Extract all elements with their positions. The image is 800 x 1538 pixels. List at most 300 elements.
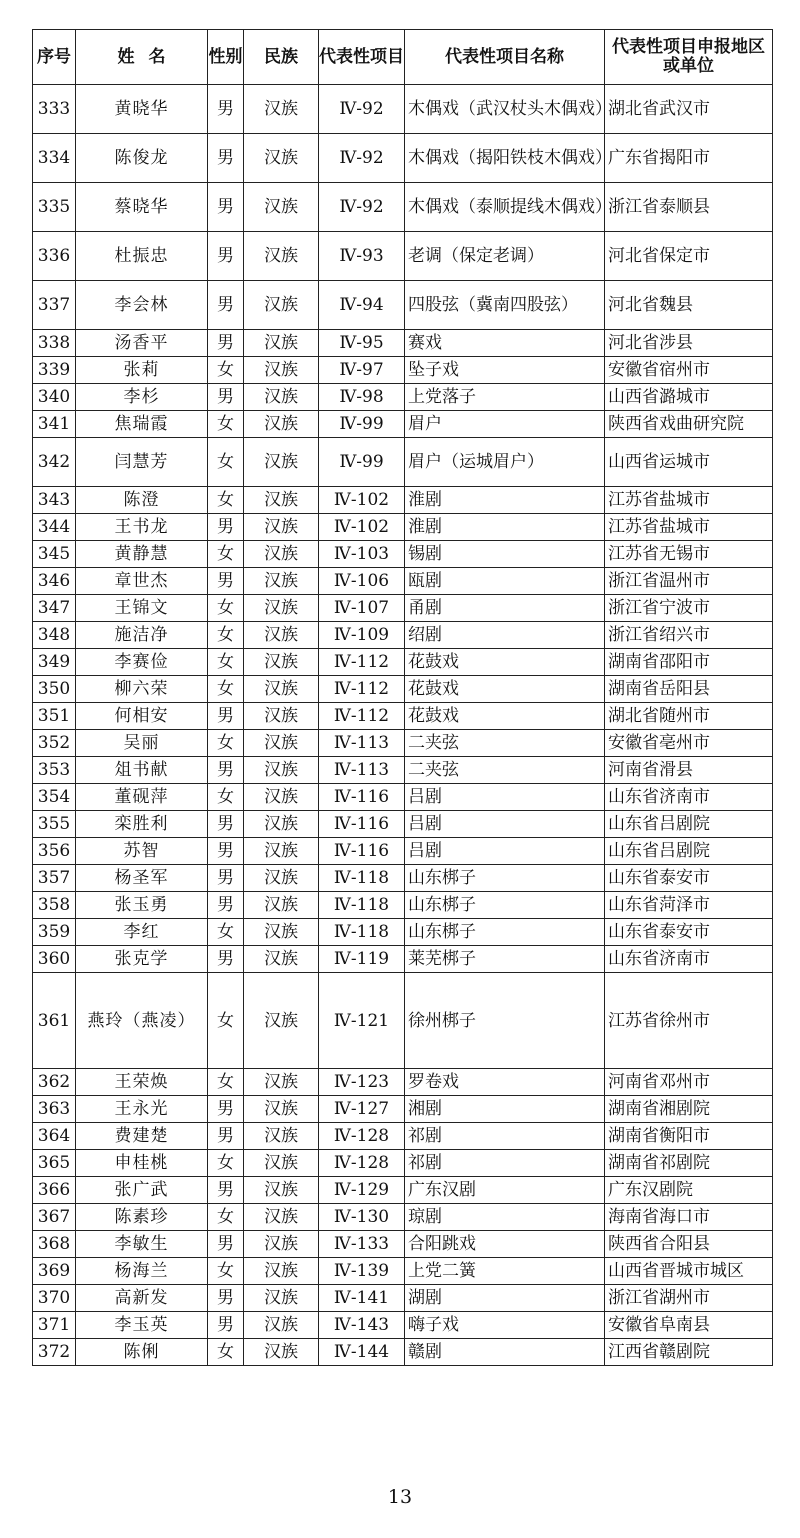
project-name-cell: 山东梆子 bbox=[405, 919, 605, 946]
region-cell: 湖北省武汉市 bbox=[605, 85, 773, 134]
table-row bbox=[33, 595, 773, 622]
ethnicity-cell: 汉族 bbox=[244, 1177, 319, 1204]
name-cell: 李玉英 bbox=[76, 1312, 208, 1339]
gender-cell: 男 bbox=[208, 865, 244, 892]
project-name-cell: 湘剧 bbox=[405, 1096, 605, 1123]
table-row bbox=[33, 649, 773, 676]
region-cell: 湖北省随州市 bbox=[605, 703, 773, 730]
seq-cell: 361 bbox=[33, 973, 76, 1069]
ethnicity-cell: 汉族 bbox=[244, 487, 319, 514]
project-code-cell: Ⅳ-109 bbox=[319, 622, 405, 649]
project-code-cell: Ⅳ-128 bbox=[319, 1123, 405, 1150]
ethnicity-cell: 汉族 bbox=[244, 865, 319, 892]
table-row bbox=[33, 357, 773, 384]
header-seq: 序号 bbox=[33, 30, 76, 85]
seq-cell: 357 bbox=[33, 865, 76, 892]
table-row bbox=[33, 1339, 773, 1366]
table-row bbox=[33, 865, 773, 892]
project-name-cell: 山东梆子 bbox=[405, 892, 605, 919]
project-name-cell: 二夹弦 bbox=[405, 757, 605, 784]
region-cell: 陕西省戏曲研究院 bbox=[605, 411, 773, 438]
table-row bbox=[33, 811, 773, 838]
name-cell: 王锦文 bbox=[76, 595, 208, 622]
name-cell: 张克学 bbox=[76, 946, 208, 973]
ethnicity-cell: 汉族 bbox=[244, 232, 319, 281]
ethnicity-cell: 汉族 bbox=[244, 946, 319, 973]
name-cell: 李敏生 bbox=[76, 1231, 208, 1258]
ethnicity-cell: 汉族 bbox=[244, 330, 319, 357]
project-name-cell: 山东梆子 bbox=[405, 865, 605, 892]
seq-cell: 335 bbox=[33, 183, 76, 232]
seq-cell: 356 bbox=[33, 838, 76, 865]
region-cell: 湖南省邵阳市 bbox=[605, 649, 773, 676]
name-cell: 陈澄 bbox=[76, 487, 208, 514]
table-row bbox=[33, 1258, 773, 1285]
header-ethnicity: 民族 bbox=[244, 30, 319, 85]
seq-cell: 354 bbox=[33, 784, 76, 811]
name-cell: 陈素珍 bbox=[76, 1204, 208, 1231]
name-cell: 董砚萍 bbox=[76, 784, 208, 811]
project-name-cell: 罗卷戏 bbox=[405, 1069, 605, 1096]
gender-cell: 女 bbox=[208, 357, 244, 384]
ethnicity-cell: 汉族 bbox=[244, 281, 319, 330]
project-name-cell: 二夹弦 bbox=[405, 730, 605, 757]
seq-cell: 348 bbox=[33, 622, 76, 649]
table-row bbox=[33, 541, 773, 568]
project-code-cell: Ⅳ-107 bbox=[319, 595, 405, 622]
ethnicity-cell: 汉族 bbox=[244, 649, 319, 676]
project-name-cell: 赣剧 bbox=[405, 1339, 605, 1366]
seq-cell: 351 bbox=[33, 703, 76, 730]
project-code-cell: Ⅳ-127 bbox=[319, 1096, 405, 1123]
gender-cell: 女 bbox=[208, 541, 244, 568]
gender-cell: 男 bbox=[208, 232, 244, 281]
seq-cell: 363 bbox=[33, 1096, 76, 1123]
seq-cell: 355 bbox=[33, 811, 76, 838]
project-code-cell: Ⅳ-102 bbox=[319, 487, 405, 514]
region-cell: 陕西省合阳县 bbox=[605, 1231, 773, 1258]
name-cell: 栾胜利 bbox=[76, 811, 208, 838]
region-cell: 山东省吕剧院 bbox=[605, 811, 773, 838]
project-name-cell: 木偶戏（武汉杖头木偶戏） bbox=[405, 85, 605, 134]
gender-cell: 女 bbox=[208, 1204, 244, 1231]
table-row bbox=[33, 411, 773, 438]
name-cell: 吴丽 bbox=[76, 730, 208, 757]
region-cell: 河北省涉县 bbox=[605, 330, 773, 357]
seq-cell: 359 bbox=[33, 919, 76, 946]
seq-cell: 345 bbox=[33, 541, 76, 568]
ethnicity-cell: 汉族 bbox=[244, 892, 319, 919]
region-cell: 安徽省亳州市 bbox=[605, 730, 773, 757]
project-name-cell: 木偶戏（泰顺提线木偶戏） bbox=[405, 183, 605, 232]
gender-cell: 男 bbox=[208, 1285, 244, 1312]
table-row bbox=[33, 892, 773, 919]
project-code-cell: Ⅳ-144 bbox=[319, 1339, 405, 1366]
name-cell: 黄静慧 bbox=[76, 541, 208, 568]
ethnicity-cell: 汉族 bbox=[244, 1150, 319, 1177]
project-code-cell: Ⅳ-133 bbox=[319, 1231, 405, 1258]
gender-cell: 女 bbox=[208, 438, 244, 487]
region-cell: 河南省滑县 bbox=[605, 757, 773, 784]
gender-cell: 女 bbox=[208, 676, 244, 703]
project-name-cell: 淮剧 bbox=[405, 487, 605, 514]
name-cell: 王荣焕 bbox=[76, 1069, 208, 1096]
region-cell: 浙江省绍兴市 bbox=[605, 622, 773, 649]
region-cell: 海南省海口市 bbox=[605, 1204, 773, 1231]
ethnicity-cell: 汉族 bbox=[244, 411, 319, 438]
table-row bbox=[33, 1177, 773, 1204]
ethnicity-cell: 汉族 bbox=[244, 183, 319, 232]
ethnicity-cell: 汉族 bbox=[244, 134, 319, 183]
name-cell: 俎书献 bbox=[76, 757, 208, 784]
table-row bbox=[33, 85, 773, 134]
name-cell: 燕玲（燕凌） bbox=[76, 973, 208, 1069]
table-row bbox=[33, 514, 773, 541]
gender-cell: 女 bbox=[208, 1150, 244, 1177]
seq-cell: 334 bbox=[33, 134, 76, 183]
project-code-cell: Ⅳ-116 bbox=[319, 838, 405, 865]
table-row bbox=[33, 757, 773, 784]
seq-cell: 353 bbox=[33, 757, 76, 784]
ethnicity-cell: 汉族 bbox=[244, 1123, 319, 1150]
region-cell: 安徽省阜南县 bbox=[605, 1312, 773, 1339]
ethnicity-cell: 汉族 bbox=[244, 784, 319, 811]
project-name-cell: 吕剧 bbox=[405, 811, 605, 838]
table-row bbox=[33, 232, 773, 281]
project-code-cell: Ⅳ-112 bbox=[319, 703, 405, 730]
name-cell: 李赛俭 bbox=[76, 649, 208, 676]
gender-cell: 男 bbox=[208, 838, 244, 865]
region-cell: 山西省晋城市城区 bbox=[605, 1258, 773, 1285]
name-cell: 李会林 bbox=[76, 281, 208, 330]
seq-cell: 371 bbox=[33, 1312, 76, 1339]
gender-cell: 男 bbox=[208, 183, 244, 232]
region-cell: 山东省吕剧院 bbox=[605, 838, 773, 865]
gender-cell: 男 bbox=[208, 1096, 244, 1123]
name-cell: 李杉 bbox=[76, 384, 208, 411]
seq-cell: 372 bbox=[33, 1339, 76, 1366]
region-cell: 河北省魏县 bbox=[605, 281, 773, 330]
ethnicity-cell: 汉族 bbox=[244, 757, 319, 784]
table-row bbox=[33, 281, 773, 330]
seq-cell: 369 bbox=[33, 1258, 76, 1285]
region-cell: 河南省邓州市 bbox=[605, 1069, 773, 1096]
project-name-cell: 四股弦（冀南四股弦） bbox=[405, 281, 605, 330]
seq-cell: 368 bbox=[33, 1231, 76, 1258]
name-cell: 张玉勇 bbox=[76, 892, 208, 919]
project-code-cell: Ⅳ-97 bbox=[319, 357, 405, 384]
table-body bbox=[33, 85, 773, 1366]
name-cell: 李红 bbox=[76, 919, 208, 946]
ethnicity-cell: 汉族 bbox=[244, 384, 319, 411]
gender-cell: 女 bbox=[208, 919, 244, 946]
project-code-cell: Ⅳ-94 bbox=[319, 281, 405, 330]
table-row bbox=[33, 730, 773, 757]
project-code-cell: Ⅳ-92 bbox=[319, 183, 405, 232]
project-code-cell: Ⅳ-139 bbox=[319, 1258, 405, 1285]
gender-cell: 男 bbox=[208, 85, 244, 134]
gender-cell: 男 bbox=[208, 703, 244, 730]
name-cell: 张广武 bbox=[76, 1177, 208, 1204]
ethnicity-cell: 汉族 bbox=[244, 357, 319, 384]
seq-cell: 343 bbox=[33, 487, 76, 514]
region-cell: 江西省赣剧院 bbox=[605, 1339, 773, 1366]
ethnicity-cell: 汉族 bbox=[244, 1231, 319, 1258]
ethnicity-cell: 汉族 bbox=[244, 919, 319, 946]
seq-cell: 344 bbox=[33, 514, 76, 541]
gender-cell: 男 bbox=[208, 568, 244, 595]
region-cell: 浙江省湖州市 bbox=[605, 1285, 773, 1312]
name-cell: 汤香平 bbox=[76, 330, 208, 357]
name-cell: 陈俊龙 bbox=[76, 134, 208, 183]
seq-cell: 350 bbox=[33, 676, 76, 703]
gender-cell: 男 bbox=[208, 811, 244, 838]
project-code-cell: Ⅳ-95 bbox=[319, 330, 405, 357]
seq-cell: 346 bbox=[33, 568, 76, 595]
region-cell: 湖南省岳阳县 bbox=[605, 676, 773, 703]
table-row bbox=[33, 946, 773, 973]
name-cell: 何相安 bbox=[76, 703, 208, 730]
seq-cell: 366 bbox=[33, 1177, 76, 1204]
project-code-cell: Ⅳ-119 bbox=[319, 946, 405, 973]
table-row bbox=[33, 384, 773, 411]
project-code-cell: Ⅳ-121 bbox=[319, 973, 405, 1069]
ethnicity-cell: 汉族 bbox=[244, 85, 319, 134]
ethnicity-cell: 汉族 bbox=[244, 676, 319, 703]
name-cell: 陈俐 bbox=[76, 1339, 208, 1366]
gender-cell: 男 bbox=[208, 134, 244, 183]
region-cell: 湖南省湘剧院 bbox=[605, 1096, 773, 1123]
project-name-cell: 徐州梆子 bbox=[405, 973, 605, 1069]
project-code-cell: Ⅳ-113 bbox=[319, 757, 405, 784]
gender-cell: 女 bbox=[208, 487, 244, 514]
seq-cell: 358 bbox=[33, 892, 76, 919]
project-name-cell: 淮剧 bbox=[405, 514, 605, 541]
project-name-cell: 花鼓戏 bbox=[405, 649, 605, 676]
table-row bbox=[33, 330, 773, 357]
region-cell: 江苏省无锡市 bbox=[605, 541, 773, 568]
table-row bbox=[33, 784, 773, 811]
project-code-cell: Ⅳ-93 bbox=[319, 232, 405, 281]
region-cell: 山东省泰安市 bbox=[605, 865, 773, 892]
name-cell: 章世杰 bbox=[76, 568, 208, 595]
table-row bbox=[33, 1123, 773, 1150]
project-name-cell: 花鼓戏 bbox=[405, 703, 605, 730]
name-cell: 黄晓华 bbox=[76, 85, 208, 134]
ethnicity-cell: 汉族 bbox=[244, 1285, 319, 1312]
table-row bbox=[33, 134, 773, 183]
table-row bbox=[33, 1069, 773, 1096]
project-name-cell: 甬剧 bbox=[405, 595, 605, 622]
project-code-cell: Ⅳ-112 bbox=[319, 649, 405, 676]
project-code-cell: Ⅳ-102 bbox=[319, 514, 405, 541]
project-name-cell: 眉户 bbox=[405, 411, 605, 438]
ethnicity-cell: 汉族 bbox=[244, 1312, 319, 1339]
project-code-cell: Ⅳ-118 bbox=[319, 892, 405, 919]
seq-cell: 365 bbox=[33, 1150, 76, 1177]
name-cell: 闫慧芳 bbox=[76, 438, 208, 487]
name-cell: 高新发 bbox=[76, 1285, 208, 1312]
gender-cell: 女 bbox=[208, 1069, 244, 1096]
header-name: 姓名 bbox=[76, 30, 208, 85]
seq-cell: 370 bbox=[33, 1285, 76, 1312]
ethnicity-cell: 汉族 bbox=[244, 438, 319, 487]
project-code-cell: Ⅳ-128 bbox=[319, 1150, 405, 1177]
table-row bbox=[33, 183, 773, 232]
name-cell: 柳六荣 bbox=[76, 676, 208, 703]
seq-cell: 336 bbox=[33, 232, 76, 281]
seq-cell: 349 bbox=[33, 649, 76, 676]
ethnicity-cell: 汉族 bbox=[244, 541, 319, 568]
gender-cell: 男 bbox=[208, 946, 244, 973]
table-row bbox=[33, 1204, 773, 1231]
page-number: 13 bbox=[387, 1486, 413, 1508]
table-row bbox=[33, 1312, 773, 1339]
gender-cell: 男 bbox=[208, 330, 244, 357]
project-code-cell: Ⅳ-118 bbox=[319, 919, 405, 946]
ethnicity-cell: 汉族 bbox=[244, 703, 319, 730]
gender-cell: 女 bbox=[208, 973, 244, 1069]
region-cell: 山西省潞城市 bbox=[605, 384, 773, 411]
gender-cell: 男 bbox=[208, 384, 244, 411]
name-cell: 杨圣军 bbox=[76, 865, 208, 892]
project-name-cell: 合阳跳戏 bbox=[405, 1231, 605, 1258]
project-code-cell: Ⅳ-99 bbox=[319, 438, 405, 487]
region-cell: 浙江省宁波市 bbox=[605, 595, 773, 622]
project-code-cell: Ⅳ-116 bbox=[319, 811, 405, 838]
table-row bbox=[33, 438, 773, 487]
gender-cell: 男 bbox=[208, 281, 244, 330]
project-name-cell: 木偶戏（揭阳铁枝木偶戏） bbox=[405, 134, 605, 183]
project-name-cell: 嗨子戏 bbox=[405, 1312, 605, 1339]
region-cell: 浙江省泰顺县 bbox=[605, 183, 773, 232]
project-code-cell: Ⅳ-112 bbox=[319, 676, 405, 703]
project-name-cell: 老调（保定老调） bbox=[405, 232, 605, 281]
gender-cell: 女 bbox=[208, 784, 244, 811]
seq-cell: 342 bbox=[33, 438, 76, 487]
region-cell: 山西省运城市 bbox=[605, 438, 773, 487]
seq-cell: 352 bbox=[33, 730, 76, 757]
gender-cell: 男 bbox=[208, 1123, 244, 1150]
project-code-cell: Ⅳ-98 bbox=[319, 384, 405, 411]
ethnicity-cell: 汉族 bbox=[244, 568, 319, 595]
project-name-cell: 花鼓戏 bbox=[405, 676, 605, 703]
project-code-cell: Ⅳ-92 bbox=[319, 134, 405, 183]
name-cell: 费建楚 bbox=[76, 1123, 208, 1150]
ethnicity-cell: 汉族 bbox=[244, 1204, 319, 1231]
seq-cell: 341 bbox=[33, 411, 76, 438]
project-name-cell: 祁剧 bbox=[405, 1123, 605, 1150]
project-name-cell: 吕剧 bbox=[405, 838, 605, 865]
ethnicity-cell: 汉族 bbox=[244, 730, 319, 757]
name-cell: 焦瑞霞 bbox=[76, 411, 208, 438]
ethnicity-cell: 汉族 bbox=[244, 514, 319, 541]
gender-cell: 女 bbox=[208, 622, 244, 649]
seq-cell: 333 bbox=[33, 85, 76, 134]
region-cell: 山东省菏泽市 bbox=[605, 892, 773, 919]
table-row bbox=[33, 1096, 773, 1123]
table-row bbox=[33, 838, 773, 865]
ethnicity-cell: 汉族 bbox=[244, 595, 319, 622]
gender-cell: 女 bbox=[208, 411, 244, 438]
gender-cell: 男 bbox=[208, 1177, 244, 1204]
project-name-cell: 琼剧 bbox=[405, 1204, 605, 1231]
ethnicity-cell: 汉族 bbox=[244, 973, 319, 1069]
project-name-cell: 坠子戏 bbox=[405, 357, 605, 384]
gender-cell: 女 bbox=[208, 1258, 244, 1285]
region-cell: 山东省济南市 bbox=[605, 946, 773, 973]
project-name-cell: 吕剧 bbox=[405, 784, 605, 811]
project-name-cell: 瓯剧 bbox=[405, 568, 605, 595]
table-header-row bbox=[33, 30, 773, 85]
gender-cell: 女 bbox=[208, 1339, 244, 1366]
region-cell: 湖南省衡阳市 bbox=[605, 1123, 773, 1150]
name-cell: 王书龙 bbox=[76, 514, 208, 541]
seq-cell: 340 bbox=[33, 384, 76, 411]
table-row bbox=[33, 622, 773, 649]
region-cell: 江苏省盐城市 bbox=[605, 487, 773, 514]
project-code-cell: Ⅳ-130 bbox=[319, 1204, 405, 1231]
name-cell: 苏智 bbox=[76, 838, 208, 865]
region-cell: 广东省揭阳市 bbox=[605, 134, 773, 183]
project-name-cell: 绍剧 bbox=[405, 622, 605, 649]
project-code-cell: Ⅳ-116 bbox=[319, 784, 405, 811]
seq-cell: 362 bbox=[33, 1069, 76, 1096]
region-cell: 山东省泰安市 bbox=[605, 919, 773, 946]
table-row bbox=[33, 568, 773, 595]
region-cell: 河北省保定市 bbox=[605, 232, 773, 281]
seq-cell: 364 bbox=[33, 1123, 76, 1150]
project-name-cell: 眉户（运城眉户） bbox=[405, 438, 605, 487]
project-code-cell: Ⅳ-118 bbox=[319, 865, 405, 892]
gender-cell: 男 bbox=[208, 1312, 244, 1339]
ethnicity-cell: 汉族 bbox=[244, 1096, 319, 1123]
project-name-cell: 锡剧 bbox=[405, 541, 605, 568]
project-code-cell: Ⅳ-106 bbox=[319, 568, 405, 595]
region-cell: 江苏省徐州市 bbox=[605, 973, 773, 1069]
header-project: 代表性项目名称 bbox=[405, 30, 605, 85]
header-region: 代表性项目申报地区或单位 bbox=[605, 30, 773, 85]
name-cell: 张莉 bbox=[76, 357, 208, 384]
project-name-cell: 祁剧 bbox=[405, 1150, 605, 1177]
project-code-cell: Ⅳ-143 bbox=[319, 1312, 405, 1339]
table-row bbox=[33, 973, 773, 1069]
project-name-cell: 广东汉剧 bbox=[405, 1177, 605, 1204]
ethnicity-cell: 汉族 bbox=[244, 811, 319, 838]
table-row bbox=[33, 1285, 773, 1312]
name-cell: 杨海兰 bbox=[76, 1258, 208, 1285]
project-name-cell: 上党二簧 bbox=[405, 1258, 605, 1285]
name-cell: 蔡晓华 bbox=[76, 183, 208, 232]
name-cell: 申桂桃 bbox=[76, 1150, 208, 1177]
header-code: 代表性项目 bbox=[319, 30, 405, 85]
gender-cell: 女 bbox=[208, 595, 244, 622]
table-row bbox=[33, 703, 773, 730]
region-cell: 浙江省温州市 bbox=[605, 568, 773, 595]
name-cell: 施洁净 bbox=[76, 622, 208, 649]
seq-cell: 338 bbox=[33, 330, 76, 357]
seq-cell: 367 bbox=[33, 1204, 76, 1231]
project-code-cell: Ⅳ-141 bbox=[319, 1285, 405, 1312]
name-cell: 杜振忠 bbox=[76, 232, 208, 281]
ethnicity-cell: 汉族 bbox=[244, 1258, 319, 1285]
gender-cell: 男 bbox=[208, 514, 244, 541]
ethnicity-cell: 汉族 bbox=[244, 838, 319, 865]
table-row bbox=[33, 487, 773, 514]
gender-cell: 女 bbox=[208, 730, 244, 757]
project-code-cell: Ⅳ-123 bbox=[319, 1069, 405, 1096]
project-code-cell: Ⅳ-99 bbox=[319, 411, 405, 438]
